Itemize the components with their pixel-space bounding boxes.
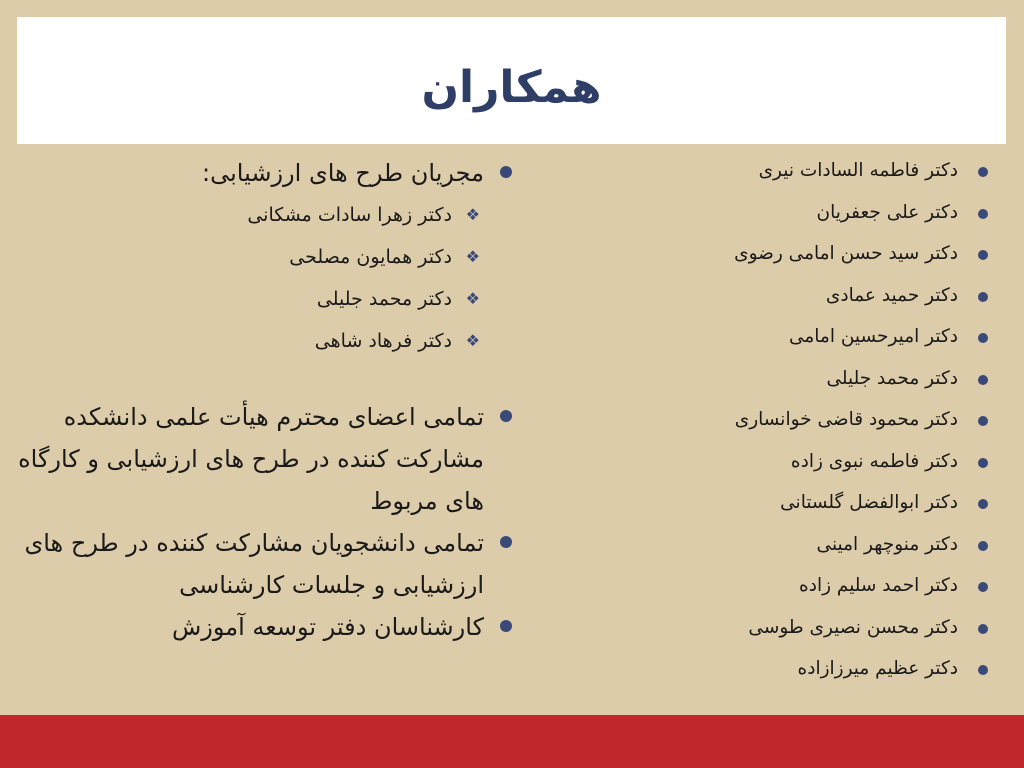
list-item-experts [12,606,512,648]
sub-list-item [12,278,484,320]
title-box [17,17,1006,144]
list-item [648,443,988,485]
bullet-icon [978,458,988,468]
bullet-icon [978,541,988,551]
bullet-icon [978,624,988,634]
sub-list-item [12,320,484,362]
bullet-icon [978,333,988,343]
list-item-executors [12,152,512,362]
bullet-icon [978,416,988,426]
diamond-bullet-icon: ❖ [465,247,480,266]
collaborators-list [648,152,988,692]
list-item [648,650,988,692]
list-item [648,567,988,609]
collaborator-name: دکتر سید حسن امامی رضوی [734,243,958,264]
list-item [648,152,988,194]
experts-text: کارشناسان دفتر توسعه آموزش [171,613,484,641]
bullet-icon [978,250,988,260]
collaborator-name: دکتر محسن نصیری طوسی [748,616,958,638]
list-item [648,194,988,236]
list-item [648,526,988,568]
bullet-icon [978,665,988,675]
bullet-icon [978,582,988,592]
bullet-icon [978,499,988,509]
collaborator-name: دکتر محمد جلیلی [826,367,958,389]
bullet-icon [978,375,988,385]
sub-list-item [12,236,484,278]
collaborator-name: دکتر ابوالفضل گلستانی [780,492,958,513]
executor-name: دکتر محمد جلیلی [316,288,452,310]
collaborator-name: دکتر امیرحسین امامی [788,326,958,347]
collaborator-name: دکتر احمد سلیم زاده [799,575,958,596]
list-item [648,401,988,443]
sub-list-item [12,194,484,236]
slide-title: همکاران [421,62,602,113]
bullet-icon [500,536,512,548]
footer-bar [0,715,1024,768]
bullet-icon [978,292,988,302]
list-item [648,484,988,526]
diamond-bullet-icon: ❖ [465,331,480,350]
executor-name: دکتر زهرا سادات مشکانی [247,204,452,226]
collaborator-name: دکتر حمید عمادی [825,284,958,306]
bullet-icon [500,410,512,422]
students-text: تمامی دانشجویان مشارکت کننده در طرح های ارزشیابی و جلسات کارشناسی [24,529,484,599]
list-item [648,360,988,402]
list-item-faculty [12,396,512,522]
collaborator-name: دکتر فاطمه نبوی زاده [790,450,958,472]
bullet-icon [978,209,988,219]
collaborator-name: دکتر محمود قاضی خوانساری [734,409,958,430]
list-spacer [12,362,512,396]
bullet-icon [500,166,512,178]
collaborator-name: دکتر عظیم میرزازاده [797,658,958,679]
bullet-icon [978,167,988,177]
faculty-text: تمامی اعضای محترم هیأت علمی دانشکده مشارکت کننده در طرح های ارزشیابی و کارگاه های مربوط [18,403,484,515]
diamond-bullet-icon: ❖ [465,289,480,308]
list-item [648,235,988,277]
executor-name: دکتر فرهاد شاهی [314,330,452,352]
executors-sublist [12,194,484,362]
collaborator-name: دکتر علی جعفریان [816,201,958,223]
executors-heading: مجریان طرح های ارزشیابی: [202,159,484,187]
collaborator-name: دکتر منوچهر امینی [816,533,958,555]
bullet-icon [500,620,512,632]
list-item-students [12,522,512,606]
collaborator-name: دکتر فاطمه السادات نیری [758,160,958,181]
executor-name: دکتر همایون مصلحی [289,246,452,268]
list-item [648,609,988,651]
list-item [648,318,988,360]
diamond-bullet-icon: ❖ [465,205,480,224]
list-item [648,277,988,319]
acknowledgement-list [12,152,512,648]
